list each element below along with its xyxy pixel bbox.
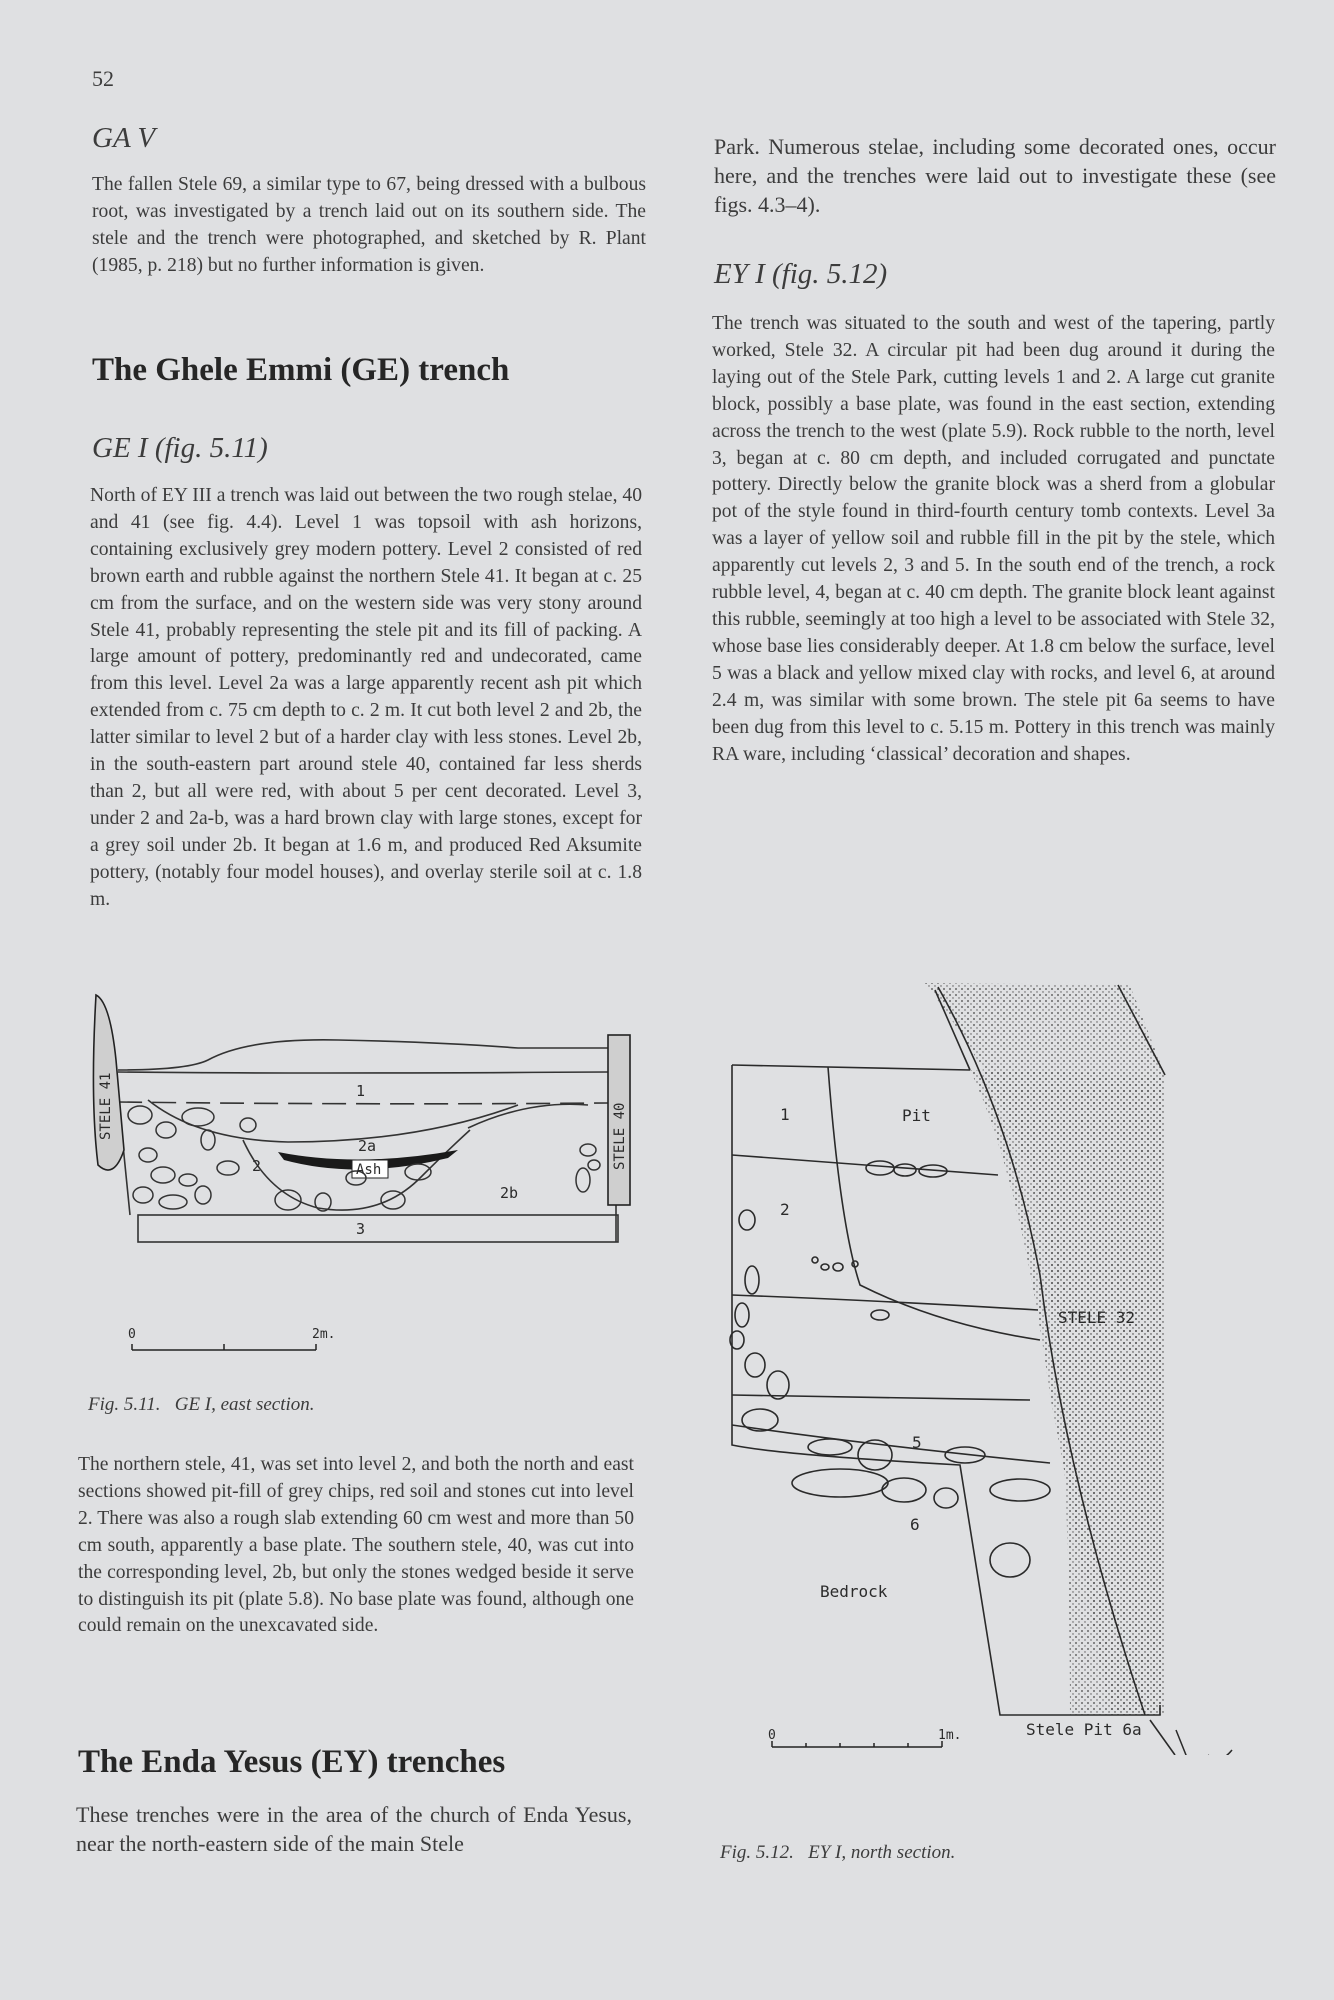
level-2-label: 2 bbox=[252, 1157, 262, 1175]
figure-5-12-section-drawing bbox=[720, 975, 1260, 1755]
bedrock-label: Bedrock bbox=[820, 1582, 888, 1601]
figure-5-11-caption: Fig. 5.11. GE I, east section. bbox=[88, 1394, 315, 1415]
ey-section-heading: The Enda Yesus (EY) trenches bbox=[78, 1744, 506, 1780]
scale-0-label: 0 bbox=[128, 1327, 136, 1342]
scale-2m-label: 2m. bbox=[312, 1327, 336, 1342]
page-number: 52 bbox=[92, 66, 114, 91]
level-2b-label: 2b bbox=[500, 1184, 519, 1202]
ge-section-heading: The Ghele Emmi (GE) trench bbox=[92, 352, 510, 388]
ga-v-heading: GA V bbox=[92, 122, 156, 154]
stele-40-label: STELE 40 bbox=[612, 1102, 628, 1170]
ey-intro-text: These trenches were in the area of the church of Enda Yesus, near the north-eastern side of the main Stele bbox=[76, 1802, 632, 1856]
level-6-label: 6 bbox=[910, 1515, 920, 1534]
ge-i-heading: GE I (fig. 5.11) bbox=[92, 432, 268, 464]
ge-i-text-continued: The northern stele, 41, was set into level 2, and both the north and east sections showed pit-fill of grey chips, red soil and stones cut into level 2. There was also a rough slab extending 60 cm west and more than 50 cm south, apparently a base plate. The southern stele, 40, was cut into the corresponding level, 2b, but only the stones wedged beside it serve to distinguish its pit (plate 5.8). No base plate was found, although one could remain on the unexcavated side. bbox=[78, 1454, 634, 1637]
level-2a-label: 2a bbox=[358, 1137, 377, 1155]
ey-i-text: The trench was situated to the south and west of the tapering, partly worked, Stele 32. A circular pit had been dug around it during the laying out of the Stele Park, cutting levels 1 and 2. A large cut granite block, possibly a base plate, was found in the east section, extending across the trench to the west (plate 5.9). Rock rubble to the north, level 3, began at c. 80 cm depth, and included corrugated and punctate pottery. Directly below the granite block was a sherd from a globular pot of the style found in third-fourth century tomb contexts. Level 3a was a layer of yellow soil and rubble fill in the pit by the stele, which apparently cut levels 2, 3 and 5. In the south end of the trench, a rock rubble level, 4, began at c. 40 cm depth. The granite block leant against this rubble, seemingly at too high a level to be associated with Stele 32, whose base lies considerably deeper. At 1.8 cm below the surface, level 5 was a black and yellow mixed clay with rocks, and level 6, at around 2.4 m, was similar with some brown. The stele pit 6a seems to have been dug from this level to c. 5.15 m. Pottery in this trench was mainly RA ware, including ‘classical’ decoration and shapes. bbox=[712, 313, 1275, 765]
ash-label: Ash bbox=[356, 1162, 382, 1178]
ge-i-text: North of EY III a trench was laid out between the two rough stelae, 40 and 41 (see fig. 4.4). Level 1 was topsoil with ash horizons, containing exclusively grey modern pottery. Level 2 consisted of red brown earth and rubble against the northern Stele 41. It began at c. 25 cm from the surface, and on the western side was very stony around Stele 41, probably representing the stele pit and its fill of packing. A large amount of pottery, predominantly red and undecorated, came from this level. Level 2a was a large apparently recent ash pit which extended from c. 75 cm depth to c. 2 m. It cut both level 2 and 2b, the latter similar to level 2 but of a harder clay with less stones. Level 2b, in the south-eastern part around stele 40, contained far less sherds than 2, but all were red, with about 5 per cent decorated. Level 3, under 2 and 2a-b, was a hard brown clay with large stones, except for a grey soil under 2b. It began at 1.6 m, and produced Red Aksumite pottery, (notably four model houses), and overlay sterile soil at c. 1.8 m. bbox=[90, 485, 642, 910]
ey-intro-text-continued: Park. Numerous stelae, including some decorated ones, occur here, and the trenches were laid out to investigate these (see figs. 4.3–4). bbox=[714, 134, 1276, 217]
level-3-label: 3 bbox=[356, 1220, 366, 1238]
ga-v-text: The fallen Stele 69, a similar type to 67, being dressed with a bulbous root, was investigated by a trench laid out on its southern side. The stele and the trench were photographed, and sketched by R. Plant (1985, p. 218) but no further information is given. bbox=[92, 174, 646, 276]
level-1-label: 1 bbox=[780, 1105, 790, 1124]
scale-0-label: 0 bbox=[768, 1728, 776, 1743]
scale-1m-label: 1m. bbox=[938, 1728, 962, 1743]
level-2-label: 2 bbox=[780, 1200, 790, 1219]
pit-label: Pit bbox=[902, 1106, 931, 1125]
level-5-label: 5 bbox=[912, 1433, 922, 1452]
level-1-label: 1 bbox=[356, 1082, 366, 1100]
figure-5-12-caption: Fig. 5.12. EY I, north section. bbox=[720, 1842, 956, 1863]
ey-i-heading: EY I (fig. 5.12) bbox=[714, 258, 888, 290]
stele-41-label: STELE 41 bbox=[98, 1072, 114, 1140]
stele-pit-6a-label: Stele Pit 6a bbox=[1026, 1720, 1142, 1739]
figure-5-11-section-drawing bbox=[88, 990, 648, 1360]
stele-32-label: STELE 32 bbox=[1058, 1308, 1136, 1327]
